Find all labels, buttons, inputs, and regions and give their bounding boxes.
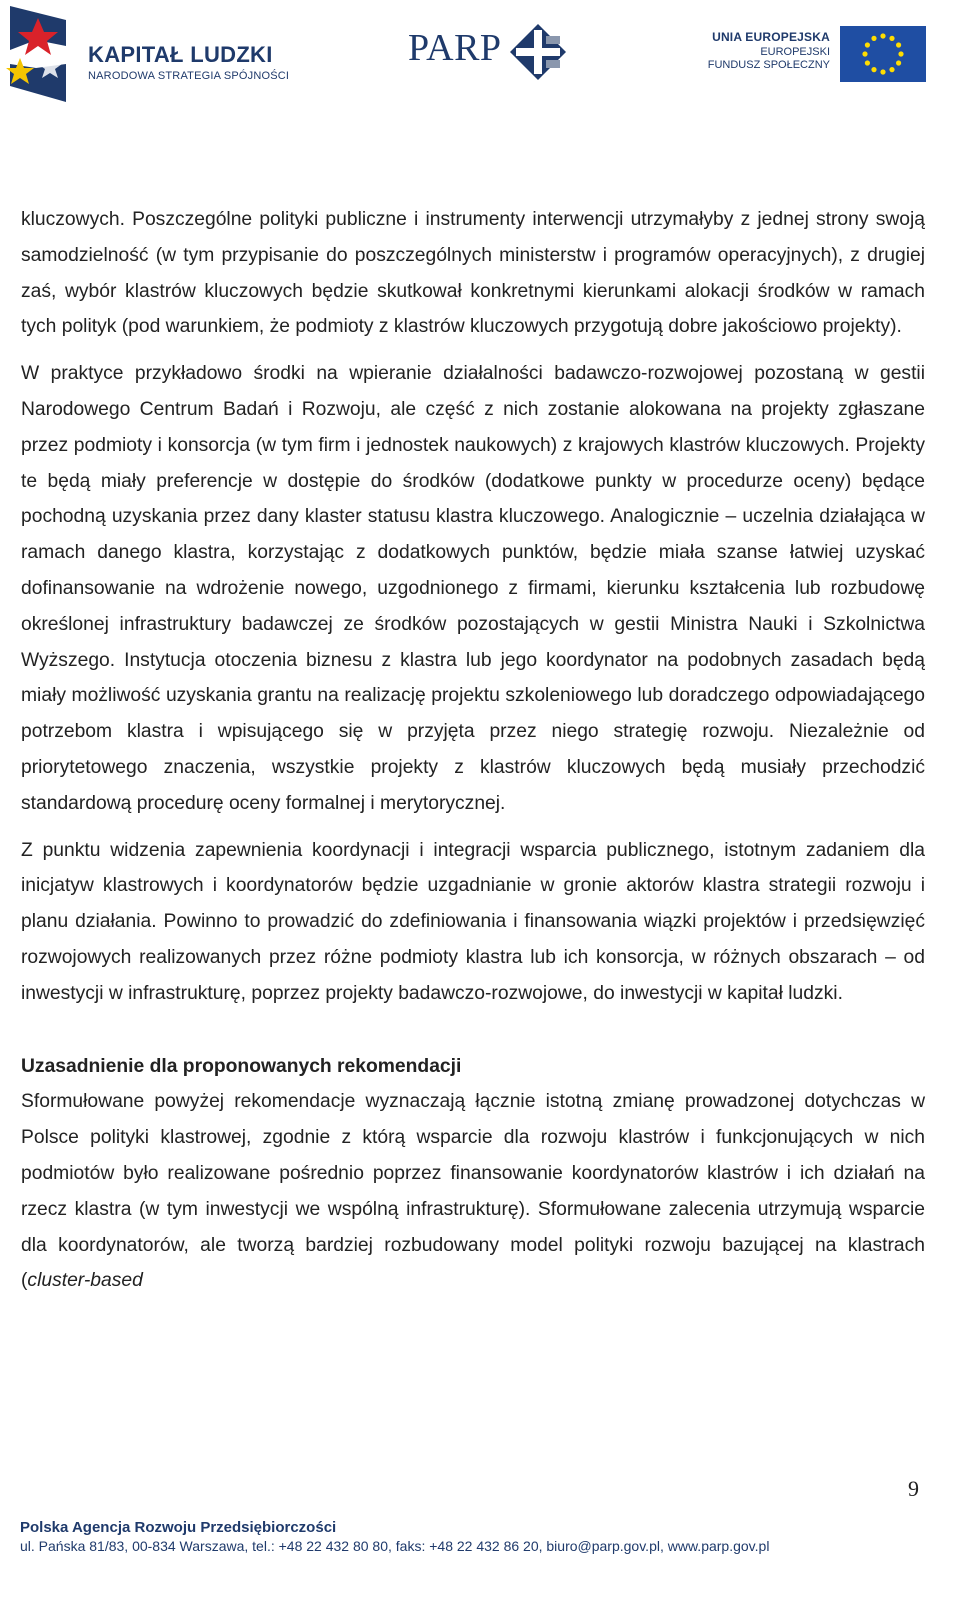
page-header [0,0,960,110]
parp-wordmark: PARP [408,27,502,69]
section-heading: Uzasadnienie dla proponowanych rekomendacji [21,1055,462,1077]
section-spacer [21,1023,925,1049]
section-paragraph-italic: cluster-based [27,1270,143,1292]
kapital-ludzki-title: KAPITAŁ LUDZKI [88,42,273,67]
parp-diamond-icon [508,22,568,82]
paragraph-1: kluczowych. Poszczególne polityki publiczne i instrumenty interwencji utrzymałyby z jednej strony swoją samodzielność (w tym przypisanie do poszczególnych ministerstw i programów operacyjnych), z drugiej zaś, wybór klastrów kluczowych będzie skutkował konkretnymi kierunkami alokacji środków w ramach tych polityk (pod warunkiem, że podmioty z klastrów kluczowych przygotują dobre jakościowo projekty). [21,209,925,338]
page-footer [20,1519,940,1554]
section-paragraph-text: Sformułowane powyżej rekomendacje wyznaczają łącznie istotną zmianę prowadzonej dotychczas w Polsce polityki klastrowej, zgodnie z którą wsparcie dla rozwoju klastrów i funkcjonujących w nich podmiotów było realizowane pośrednio poprzez finansowanie koordynatorów klastrów i ich działań na rzecz klastra (w tym inwestycji we wspólną infrastrukturę). Sformułowane zalecenia utrzymują wsparcie dla koordynatorów, ale tworzą bardziej rozbudowany model polityki rozwoju bazującej na klastrach ( [21,1091,925,1292]
kapital-ludzki-logo [6,6,306,102]
kapital-ludzki-emblem-icon [6,6,76,102]
paragraph-3: Z punktu widzenia zapewnienia koordynacji i integracji wsparcia publicznego, istotnym zadaniem dla inicjatyw klastrowych i koordynatorów będzie uzgadnianie w gronie aktorów klastra strategii rozwoju i planu działania. Powinno to prowadzić do zdefiniowania i finansowania wiązki projektów i przedsięwzięć rozwojowych realizowanych przez różne podmioty klastra lub ich konsorcja, w różnych obszarach – od inwestycji w infrastrukturę, poprzez projekty badawczo-rozwojowe, do inwestycji w kapitał ludzki. [21,839,925,1004]
eu-fund-line1: EUROPEJSKI [760,46,830,58]
eu-name: UNIA EUROPEJSKA [712,30,830,44]
eu-flag-icon [840,26,926,82]
footer-organization: Polska Agencja Rozwoju Przedsiębiorczości [20,1519,337,1536]
eu-fund-line2: FUNDUSZ SPOŁECZNY [707,59,830,71]
footer-address: ul. Pańska 81/83, 00-834 Warszawa, tel.: +48 22 432 80 80, faks: +48 22 432 86 20, biuro@parp.gov.pl, www.parp.gov.pl [20,1538,770,1554]
section-paragraph [21,1084,925,1299]
eu-text-block [708,30,830,71]
eu-logo [706,26,926,82]
kapital-ludzki-subtitle: NARODOWA STRATEGIA SPÓJNOŚCI [88,70,290,82]
page-number: 9 [908,1476,919,1501]
paragraph-2: W praktyce przykładowo środki na wpieranie działalności badawczo-rozwojowej pozostaną w gestii Narodowego Centrum Badań i Rozwoju, ale część z nich zostanie alokowana na projekty zgłaszane przez podmioty i konsorcja (w tym firm i jednostek naukowych) z krajowych klastrów kluczowych. Projekty te będą miały preferencje w dostępie do środków (dodatkowe punkty w procedurze oceny) będące pochodną uzyskania przez dany klaster statusu klastra kluczowego. Analogicznie – uczelnia działająca w ramach danego klastra, korzystając z dodatkowych punktów, będzie miała szanse łatwiej uzyskać dofinansowanie na wdrożenie nowego, uzgodnionego z firmami, kierunku kształcenia lub rozbudowę określonej infrastruktury badawczej ze środków pozostających w gestii Ministra Nauki i Szkolnictwa Wyższego. Instytucja otoczenia biznesu z klastra lub jego koordynator na podobnych zasadach będą miały możliwość uzyskania grantu na realizację projektu szkoleniowego lub doradczego odpowiadającego potrzebom klastra i wpisującego się w przyjęta przez niego strategię rozwoju. Niezależnie od priorytetowego znaczenia, wszystkie projekty z klastrów kluczowych będą musiały przechodzić standardową procedurę oceny formalnej i merytorycznej. [21,363,925,814]
document-body [21,202,925,1299]
parp-logo [408,22,568,82]
